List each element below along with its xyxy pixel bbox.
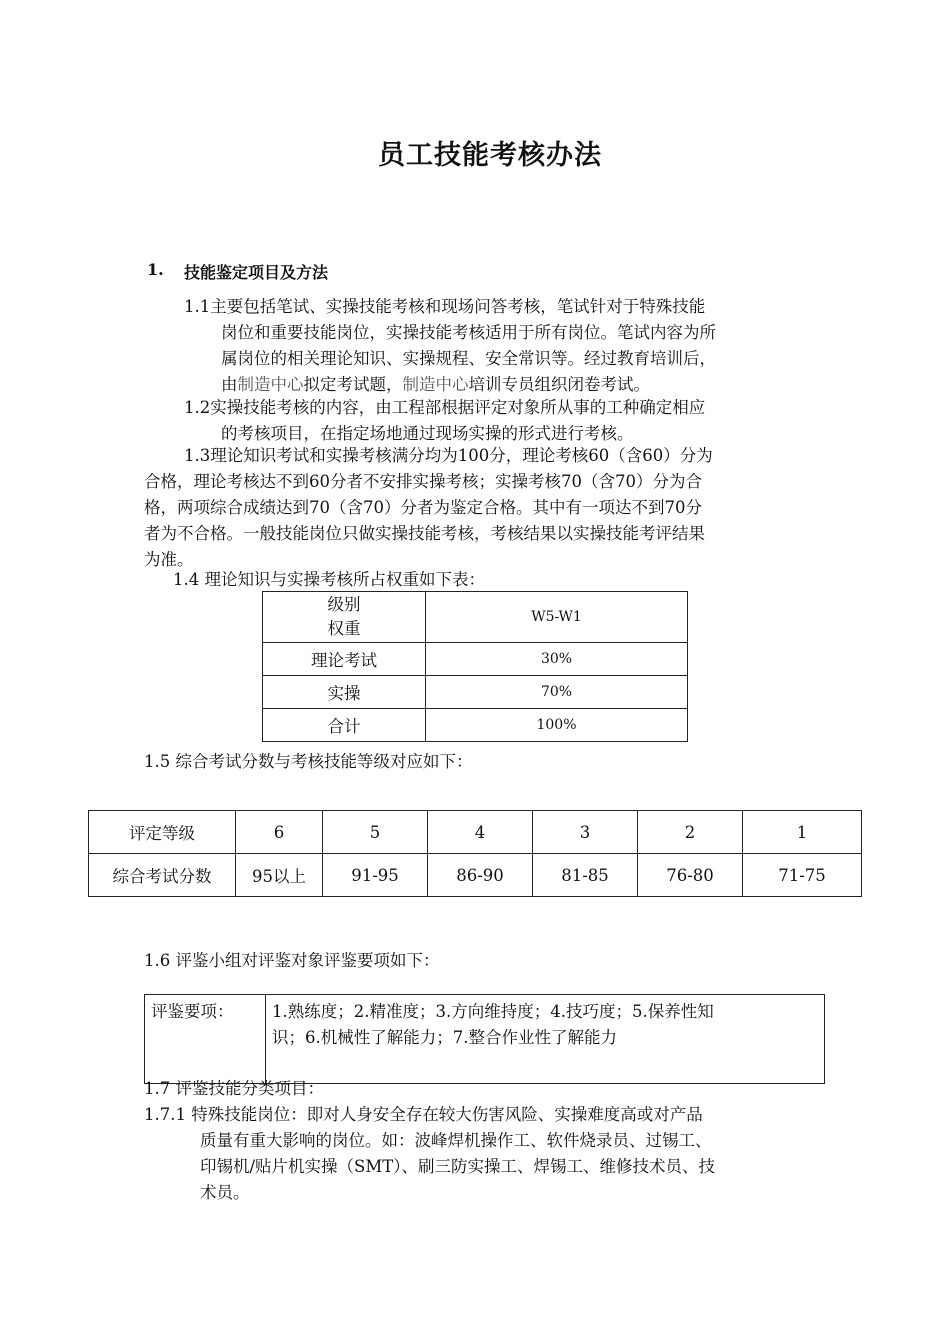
section-number: 1. [147,260,164,279]
paragraph-line: 的考核项目，在指定场地通过现场实操的形式进行考核。 [221,424,634,443]
paragraph-1-2 [184,395,705,447]
table-cell: 理论考试 [263,643,426,676]
table-cell: 71-75 [743,854,862,897]
table-cell: 6 [236,811,323,854]
table-cell: 91-95 [323,854,428,897]
table-row [263,676,688,709]
evaluation-table [144,994,825,1084]
paragraph-line: 印锡机/贴片机实操（SMT）、刷三防实操工、焊锡工、维修技术员、技 [200,1157,716,1176]
paragraph-line: 属岗位的相关理论知识、实操规程、安全常识等。经过教育培训后， [221,349,716,368]
table-cell: 2 [638,811,743,854]
table-row [145,995,825,1084]
paragraph-1-4: 1.4 理论知识与实操考核所占权重如下表： [173,570,485,589]
table-cell: 100% [426,709,688,742]
paragraph-1-5: 1.5 综合考试分数与考核技能等级对应如下： [144,752,473,771]
paragraph-line: 1.1主要包括笔试、实操技能考核和现场问答考核，笔试针对于特殊技能 [184,297,706,316]
text-run: 由 [221,375,238,394]
table-cell: 81-85 [533,854,638,897]
header-weight-label: 权重 [327,619,361,638]
table-cell: 实操 [263,676,426,709]
table-cell: 5 [323,811,428,854]
evaluation-line: 1.熟练度；2.精准度；3.方向维持度；4.技巧度；5.保养性知 [272,1002,714,1021]
paragraph-line: 1.7.1 特殊技能岗位：即对人身安全存在较大伤害风险、实操难度高或对产品 [144,1105,703,1124]
paragraph-line: 格，两项综合成绩达到70（含70）分者为鉴定合格。其中有一项达不到70分 [144,498,702,517]
section-title: 技能鉴定项目及方法 [184,263,329,282]
paragraph-line: 合格，理论考核达不到60分者不安排实操考核；实操考核70（含70）分为合 [144,472,702,491]
evaluation-content-cell [266,995,825,1084]
evaluation-label-cell: 评鉴要项： [145,995,266,1084]
table-cell: 86-90 [428,854,533,897]
table-cell: 综合考试分数 [89,854,236,897]
text-run: 制造中心 [237,375,304,394]
table-header-cell: W5-W1 [426,592,688,643]
text-run: 培训专员组织闭卷考试。 [468,375,650,394]
paragraph-1-7: 1.7 评鉴技能分类项目： [144,1079,324,1098]
table-row [263,709,688,742]
table-row [263,592,688,643]
table-header-cell [263,592,426,643]
header-level-label: 级别 [327,595,361,614]
table-row [263,643,688,676]
paragraph-1-1 [184,294,716,398]
paragraph-line: 为准。 [144,550,194,569]
table-cell: 30% [426,643,688,676]
table-cell: 1 [743,811,862,854]
paragraph-line: 岗位和重要技能岗位，实操技能考核适用于所有岗位。笔试内容为所 [221,323,716,342]
text-run: 拟定考试题， [303,375,403,394]
paragraph-1-7-1 [144,1102,715,1206]
table-cell: 3 [533,811,638,854]
text-run: 制造中心 [402,375,469,394]
table-row [89,811,862,854]
table-cell: 合计 [263,709,426,742]
evaluation-line: 识；6.机械性了解能力；7.整合作业性了解能力 [272,1028,617,1047]
paragraph-line: 1.2实操技能考核的内容，由工程部根据评定对象所从事的工种确定相应 [184,398,706,417]
paragraph-line: 1.3理论知识考试和实操考核满分均为100分，理论考核60（含60）分为 [184,446,713,465]
table-row [89,854,862,897]
paragraph-line: 质量有重大影响的岗位。如：波峰焊机操作工、软件烧录员、过锡工、 [200,1131,712,1150]
table-cell: 评定等级 [89,811,236,854]
table-cell: 70% [426,676,688,709]
paragraph-1-3 [144,443,713,573]
weight-table [262,591,688,742]
grade-table [88,810,862,897]
paragraph-line: 术员。 [200,1183,250,1202]
paragraph-1-6: 1.6 评鉴小组对评鉴对象评鉴要项如下： [144,951,440,970]
paragraph-line: 者为不合格。一般技能岗位只做实操技能考核，考核结果以实操技能考评结果 [144,524,705,543]
table-cell: 95以上 [236,854,323,897]
table-cell: 76-80 [638,854,743,897]
document-title: 员工技能考核办法 [378,140,602,171]
table-cell: 4 [428,811,533,854]
